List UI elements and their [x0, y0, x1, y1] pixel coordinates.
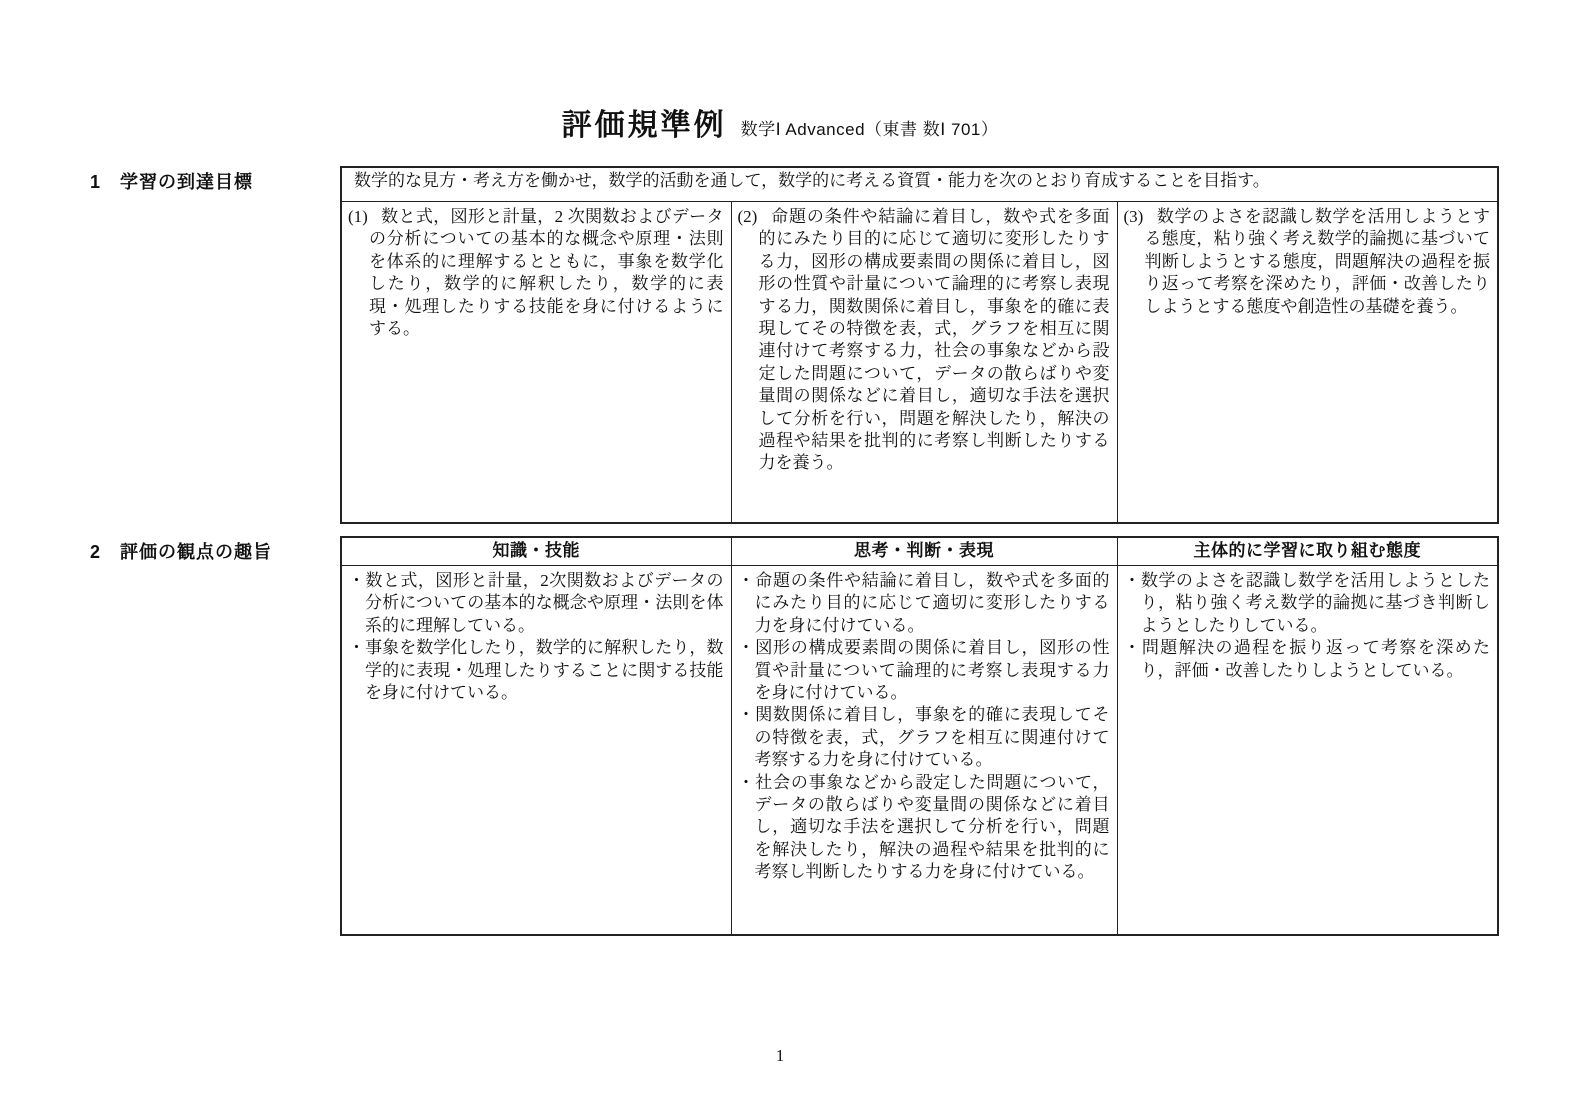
criteria-bullet-text: 問題解決の過程を振り返って考察を深めたり，評価・改善したりしようとしている。 [1140, 638, 1491, 680]
criteria-bullet [738, 637, 1110, 704]
bullet-glyph: ・ [1123, 571, 1141, 590]
page-number: 1 [775, 1046, 785, 1065]
goal-cell-3 [1117, 202, 1498, 524]
goal-text-3: 数学のよさを認識し数学を活用しようとする態度，粘り強く考え数学的論拠に基づいて判断しようとする態度，問題解決の過程を振り返って考察を深めたり，評価・改善したりしようとする態度や創造性の基礎を養う。 [1144, 207, 1491, 316]
bullet-glyph: ・ [737, 638, 756, 658]
goals-table [340, 166, 1499, 524]
criteria-bullet [348, 570, 724, 637]
criteria-bullet [1124, 637, 1491, 682]
criteria-bullet [738, 772, 1110, 884]
criteria-table [340, 536, 1499, 936]
goals-body-row [341, 202, 1498, 524]
page-subtitle: 数学Ⅰ Advanced（東書 数Ⅰ 701） [740, 120, 999, 139]
goal-number-3: (3) [1123, 207, 1144, 226]
bullet-glyph: ・ [737, 772, 756, 792]
criteria-header-row [341, 537, 1498, 566]
criteria-bullet [738, 704, 1110, 771]
criteria-cell-attitude [1117, 566, 1498, 936]
goal-item-3 [1124, 206, 1491, 318]
goal-text-1: 数と式，図形と計量，2 次関数およびデータの分析についての基本的な概念や原理・法則を体系的に理解するとともに，事象を数学化したり，数学的に解釈したり，数学的に表現・処理したりする技能を身に付けるようにする。 [369, 207, 724, 339]
criteria-header-thinking: 思考・判断・表現 [731, 537, 1117, 566]
criteria-bullet [348, 637, 724, 704]
document-header [0, 100, 1560, 144]
goal-number-1: (1) [348, 207, 368, 226]
criteria-header-knowledge: 知識・技能 [341, 537, 731, 566]
goals-intro-row [341, 167, 1498, 202]
criteria-body-row [341, 566, 1498, 936]
criteria-bullet-text: 社会の事象などから設定した問題について，データの散らばりや変量間の関係などに着目し，適切な手法を選択して分析を行い，問題を解決したり，解決の過程や結果を批判的に考察し判断したりする力を身に付けている。 [754, 772, 1110, 882]
criteria-bullet-text: 事象を数学化したり，数学的に解釈したり，数学的に表現・処理したりすることに関する技能を身に付けている。 [365, 638, 724, 703]
goal-number-2: (2) [737, 207, 758, 226]
goal-text-2: 命題の条件や結論に着目し，数や式を多面的にみたり目的に応じて適切に変形したりする力，図形の構成要素間の関係に着目し，図形の性質や計量について論理的に考察し表現する力，関数関係に着目し，事象を的確に表現してその特徴を表，式，グラフを相互に関連付けて考察する力，社会の事象などから設定した問題について，データの散らばりや変量間の関係などに着目し，適切な手法を選択して分析を行い，問題を解決したり，解決の過程や結果を批判的に考察し判断したりする力を養う。 [758, 207, 1110, 473]
criteria-bullet-text: 命題の条件や結論に着目し，数や式を多面的にみたり目的に応じて適切に変形したりする力を身に付けている。 [754, 571, 1110, 635]
page-title: 評価規準例 [561, 109, 727, 142]
goal-cell-1 [341, 202, 731, 524]
bullet-glyph: ・ [1123, 638, 1142, 658]
goal-item-1 [348, 206, 724, 340]
goals-intro-cell: 数学的な見方・考え方を働かせ，数学的活動を通して，数学的に考える資質・能力を次のとおり育成することを目指す。 [341, 167, 1498, 202]
bullet-glyph: ・ [737, 705, 756, 725]
bullet-glyph: ・ [348, 638, 366, 658]
criteria-bullet-text: 図形の構成要素間の関係に着目し，図形の性質や計量について論理的に考察し表現する力を身に付けている。 [754, 638, 1110, 703]
bullet-glyph: ・ [348, 571, 366, 590]
criteria-cell-knowledge [341, 566, 731, 936]
criteria-bullet-text: 数と式，図形と計量，2次関数およびデータの分析についての基本的な概念や原理・法則を体系的に理解している。 [365, 571, 724, 635]
criteria-bullet-text: 数学のよさを認識し数学を活用しようとしたり，粘り強く考え数学的論拠に基づき判断しようとしたりしている。 [1140, 571, 1491, 635]
goal-cell-2 [731, 202, 1117, 524]
criteria-header-attitude: 主体的に学習に取り組む態度 [1117, 537, 1498, 566]
criteria-bullet [738, 570, 1110, 637]
section-2-label: 2 評価の観点の趣旨 [90, 542, 273, 562]
section-1-label: 1 学習の到達目標 [90, 172, 254, 192]
criteria-bullet [1124, 570, 1491, 637]
bullet-glyph: ・ [737, 571, 756, 590]
criteria-bullet-text: 関数関係に着目し，事象を的確に表現してその特徴を表，式，グラフを相互に関連付けて考察する力を身に付けている。 [754, 705, 1110, 770]
goal-item-2 [738, 206, 1110, 475]
criteria-cell-thinking [731, 566, 1117, 936]
